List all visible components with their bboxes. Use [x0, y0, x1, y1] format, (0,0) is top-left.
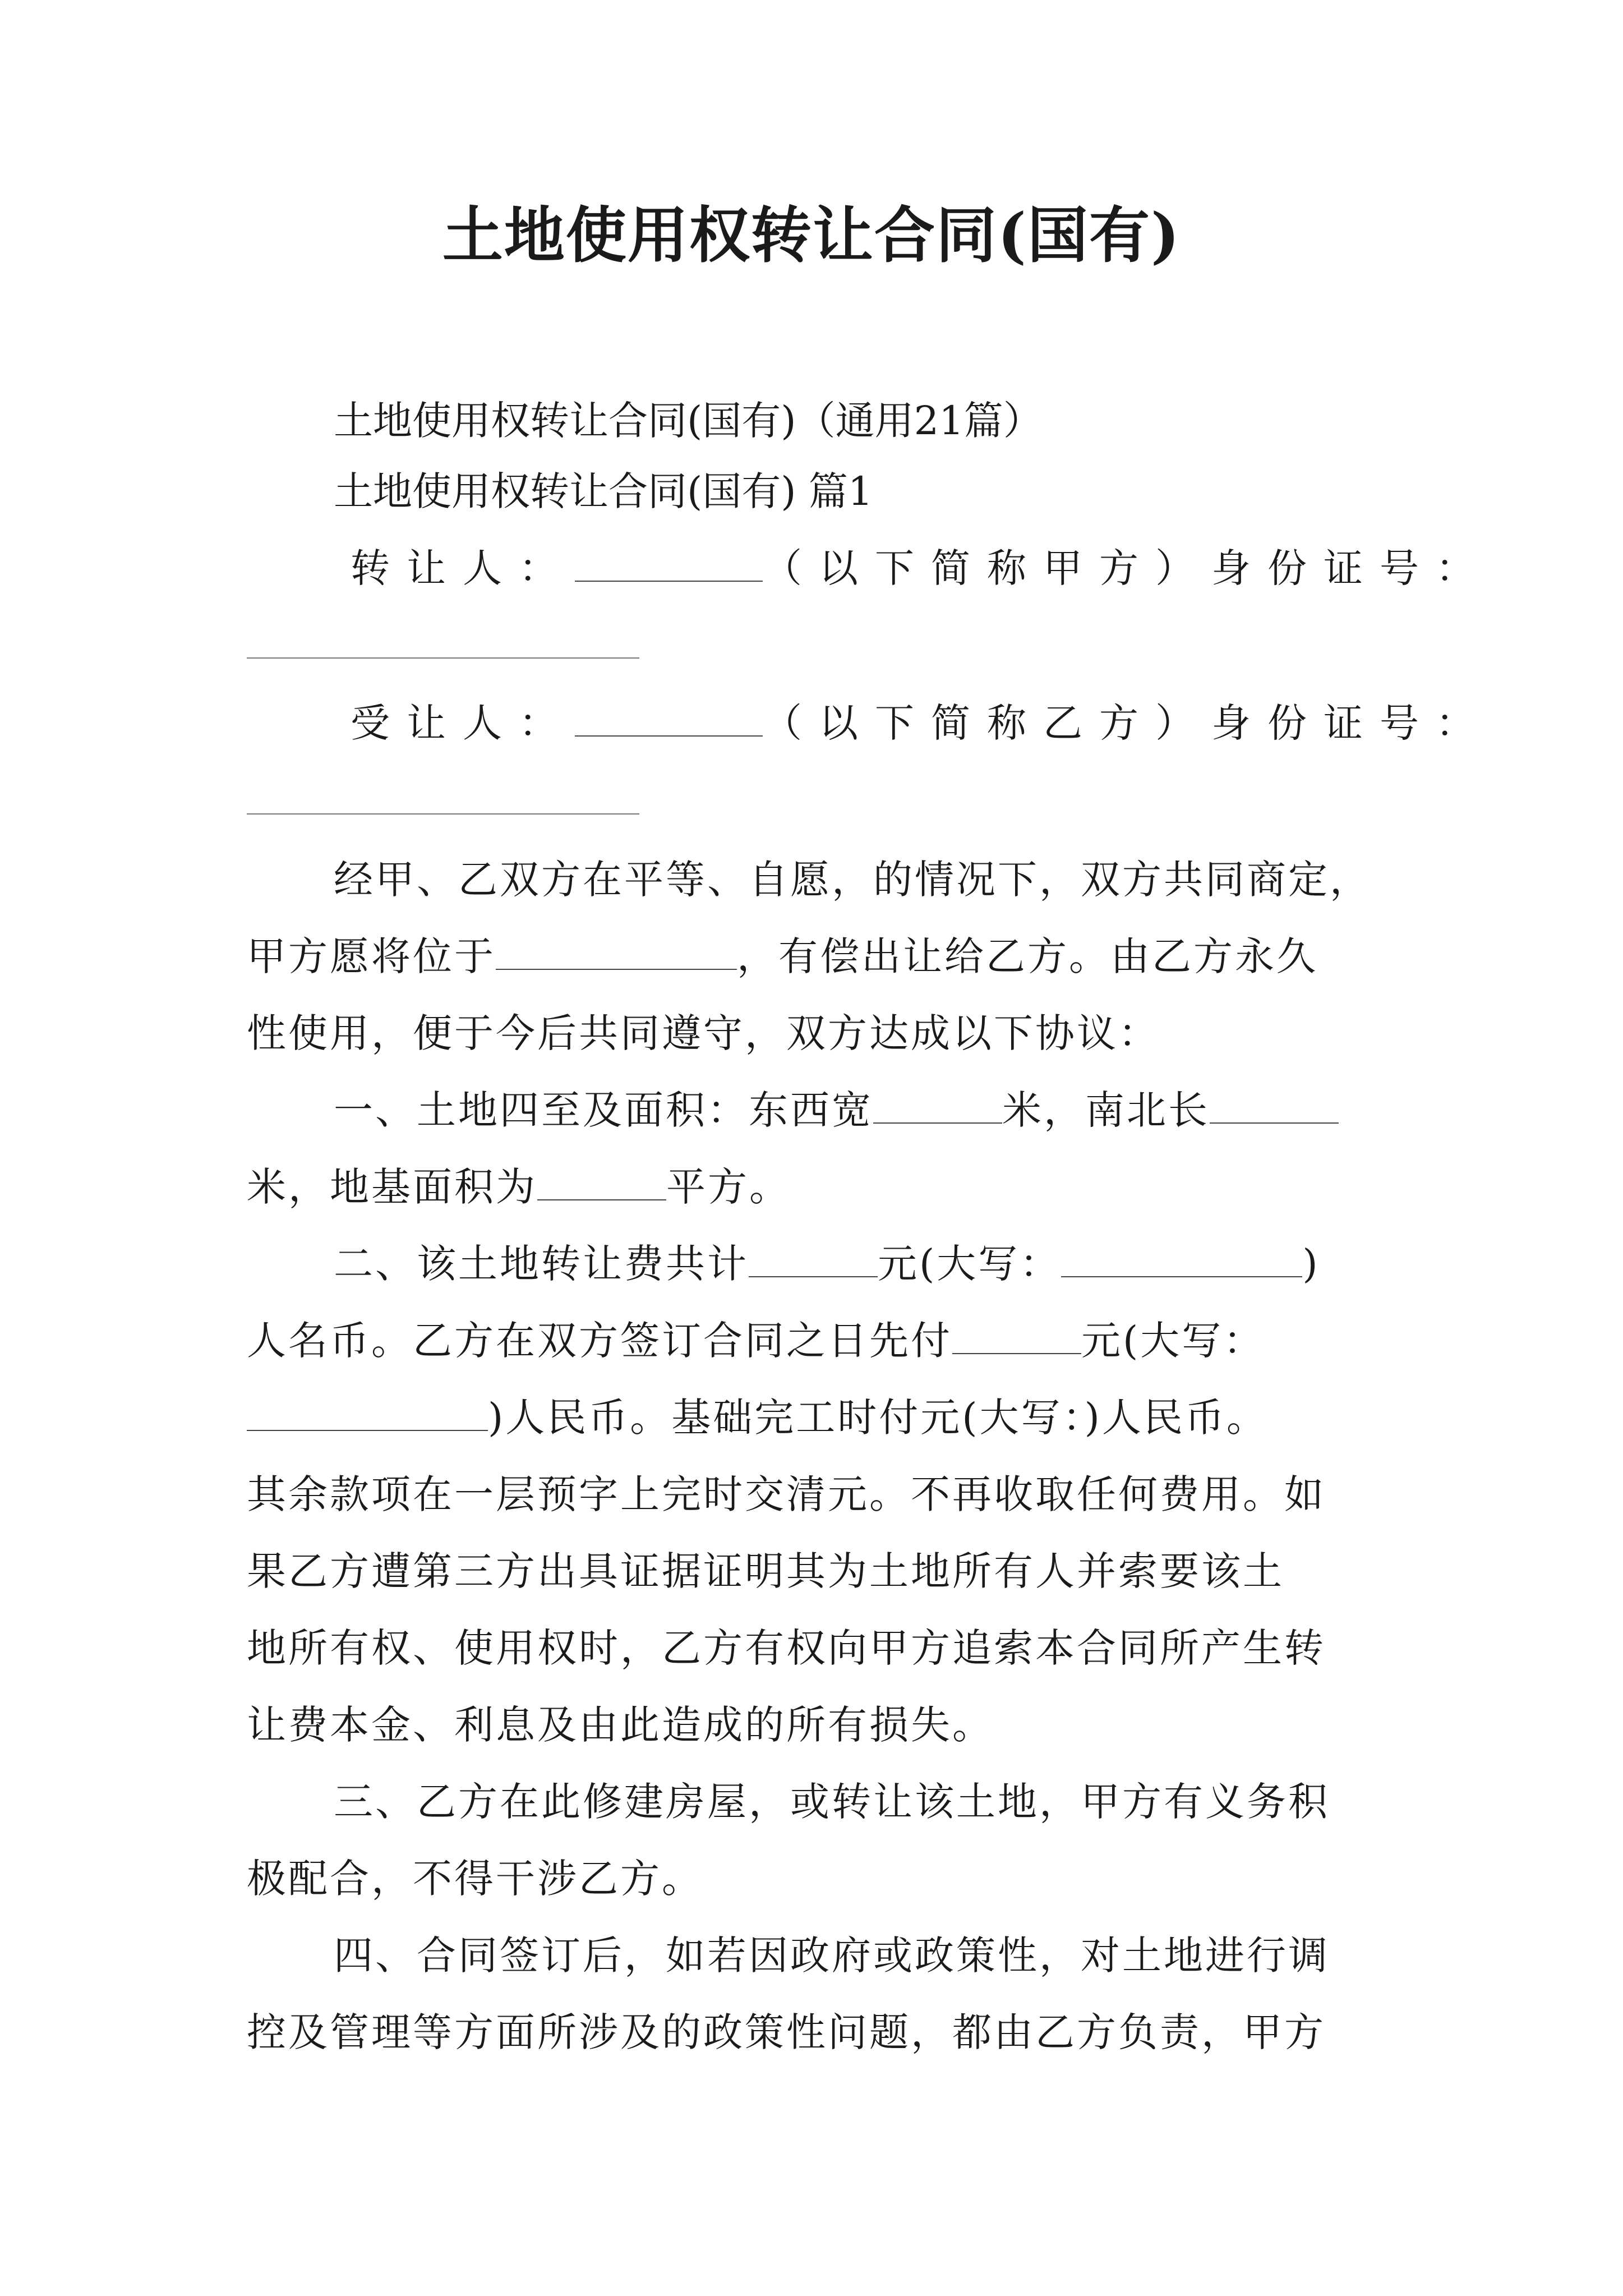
fee-blank: [749, 1239, 878, 1277]
art2-text-c: ): [1302, 1241, 1320, 1287]
length-blank: [1210, 1085, 1339, 1124]
art2-text-f: )人民币。基础完工时付元(大写：)人民币。: [488, 1395, 1268, 1441]
transferee-label: 受让人：: [351, 700, 575, 746]
transferee-suffix: （以下简称乙方）身份证号：: [763, 700, 1492, 746]
subtitle: 土地使用权转让合同(国有)（通用21篇）: [334, 398, 1043, 444]
width-blank: [873, 1085, 1002, 1124]
art3-line2: 极配合，不得干涉乙方。: [247, 1856, 703, 1902]
transferor-label: 转让人：: [351, 545, 575, 591]
art2-text-a: 二、该土地转让费共计: [334, 1241, 749, 1287]
art2-line7: 让费本金、利息及由此造成的所有损失。: [247, 1702, 994, 1748]
art2-line1: [247, 1236, 1472, 1292]
art1-line1: [247, 1082, 1472, 1138]
transferee-name-blank: [575, 698, 763, 737]
art4-line2: 控及管理等方面所涉及的政策性问题，都由乙方负责，甲方: [247, 2009, 1326, 2055]
para1-line1: 经甲、乙双方在平等、自愿，的情况下，双方共同商定，: [334, 857, 1371, 903]
document-title: 土地使用权转让合同(国有): [442, 200, 1181, 271]
art2-text-d: 人名币。乙方在双方签订合同之日先付: [247, 1318, 952, 1364]
prepay-words-blank: [247, 1393, 488, 1431]
transferor-id-blank: [247, 657, 639, 659]
art2-line4: 其余款项在一层预字上完时交清元。不再收取任何费用。如: [247, 1471, 1326, 1517]
para1-text-a: 甲方愿将位于: [247, 933, 496, 979]
art2-line2: [247, 1313, 1385, 1369]
para1-line2: [247, 928, 1385, 984]
transferee-line: [247, 695, 1492, 751]
art2-line6: 地所有权、使用权时，乙方有权向甲方追索本合同所产生转: [247, 1625, 1326, 1671]
para1-line3: 性使用，便于今后共同遵守，双方达成以下协议：: [247, 1010, 1160, 1056]
art2-line3: [247, 1389, 1385, 1446]
section-heading: 土地使用权转让合同(国有) 篇1: [334, 468, 873, 514]
art3-line1: 三、乙方在此修建房屋，或转让该土地，甲方有义务积: [334, 1779, 1330, 1825]
art1-text-b: 米，南北长: [1002, 1087, 1210, 1133]
art2-text-e: 元(大写：: [1081, 1318, 1265, 1364]
art1-text-a: 一、土地四至及面积：东西宽: [334, 1087, 873, 1133]
transferor-suffix: （以下简称甲方）身份证号：: [763, 545, 1492, 591]
art4-line1: 四、合同签订后，如若因政府或政策性，对土地进行调: [334, 1932, 1330, 1978]
art2-line5: 果乙方遭第三方出具证据证明其为土地所有人并索要该土: [247, 1548, 1284, 1594]
art1-text-d: 平方。: [666, 1164, 791, 1210]
art1-line2: [247, 1159, 1385, 1215]
transferee-id-blank: [247, 813, 639, 815]
transferor-line: [247, 540, 1492, 596]
para1-text-b: ，有偿出让给乙方。由乙方永久: [737, 933, 1318, 979]
art1-text-c: 米，地基面积为: [247, 1164, 537, 1210]
fee-words-blank: [1061, 1239, 1302, 1277]
art2-text-b: 元(大写：: [878, 1241, 1062, 1287]
area-blank: [537, 1162, 666, 1200]
prepay-blank: [952, 1316, 1081, 1354]
location-blank: [496, 932, 737, 970]
transferor-name-blank: [575, 544, 763, 582]
